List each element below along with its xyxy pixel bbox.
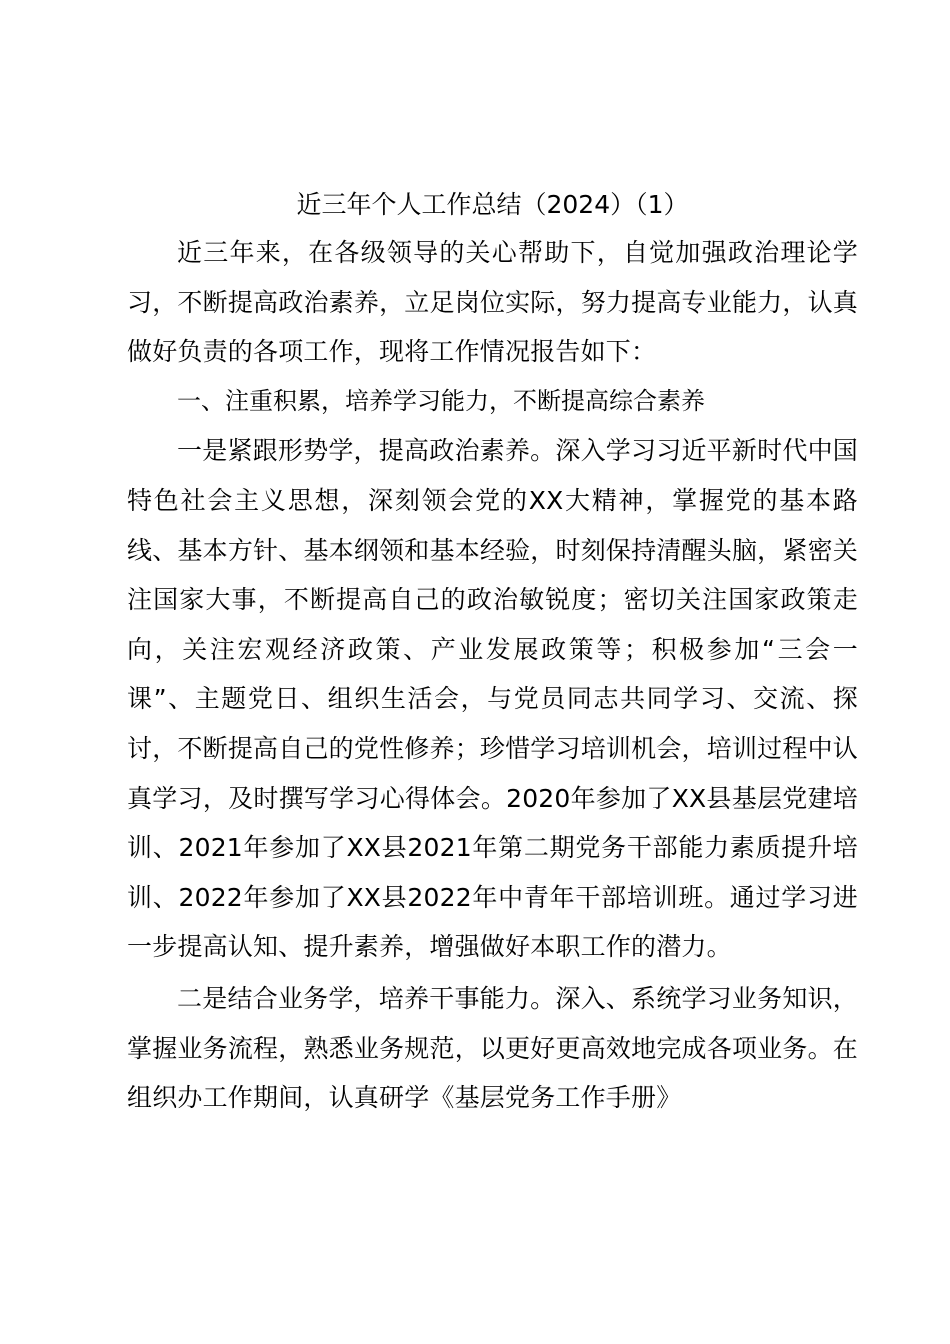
intro-paragraph: 近三年来，在各级领导的关心帮助下，自觉加强政治理论学习，不断提高政治素养，立足岗位实际，努力提高专业能力，认真做好负责的各项工作，现将工作情况报告如下： — [127, 238, 858, 367]
section-heading-1: 一、注重积累，培养学习能力，不断提高综合素养 — [177, 386, 705, 415]
document-title: 近三年个人工作总结（2024）（1） — [296, 190, 689, 219]
body-paragraph-2: 二是结合业务学，培养干事能力。深入、系统学习业务知识，掌握业务流程，熟悉业务规范，以更好更高效地完成各项业务。在组织办工作期间，认真研学《基层党务工作手册》 — [127, 983, 858, 1113]
body-paragraph-1: 一是紧跟形势学，提高政治素养。深入学习习近平新时代中国特色社会主义思想，深刻领会党的XX大精神，掌握党的基本路线、基本方针、基本纲领和基本经验，时刻保持清醒头脑，紧密关注国家大事，不断提高自己的政治敏锐度；密切关注国家政策走向，关注宏观经济政策、产业发展政策等；积极参加“三会一课”、主题党日、组织生活会，与党员同志共同学习、交流、探讨，不断提高自己的党性修养；珍惜学习培训机会，培训过程中认真学习，及时撰写学习心得体会。2020年参加了XX县基层党建培训、2021年参加了XX县2021年第二期党务干部能力素质提升培训、2022年参加了XX县2022年中青年干部培训班。通过学习进一步提高认知、提升素养，增强做好本职工作的潜力。 — [127, 436, 858, 962]
document-page — [127, 182, 858, 1123]
